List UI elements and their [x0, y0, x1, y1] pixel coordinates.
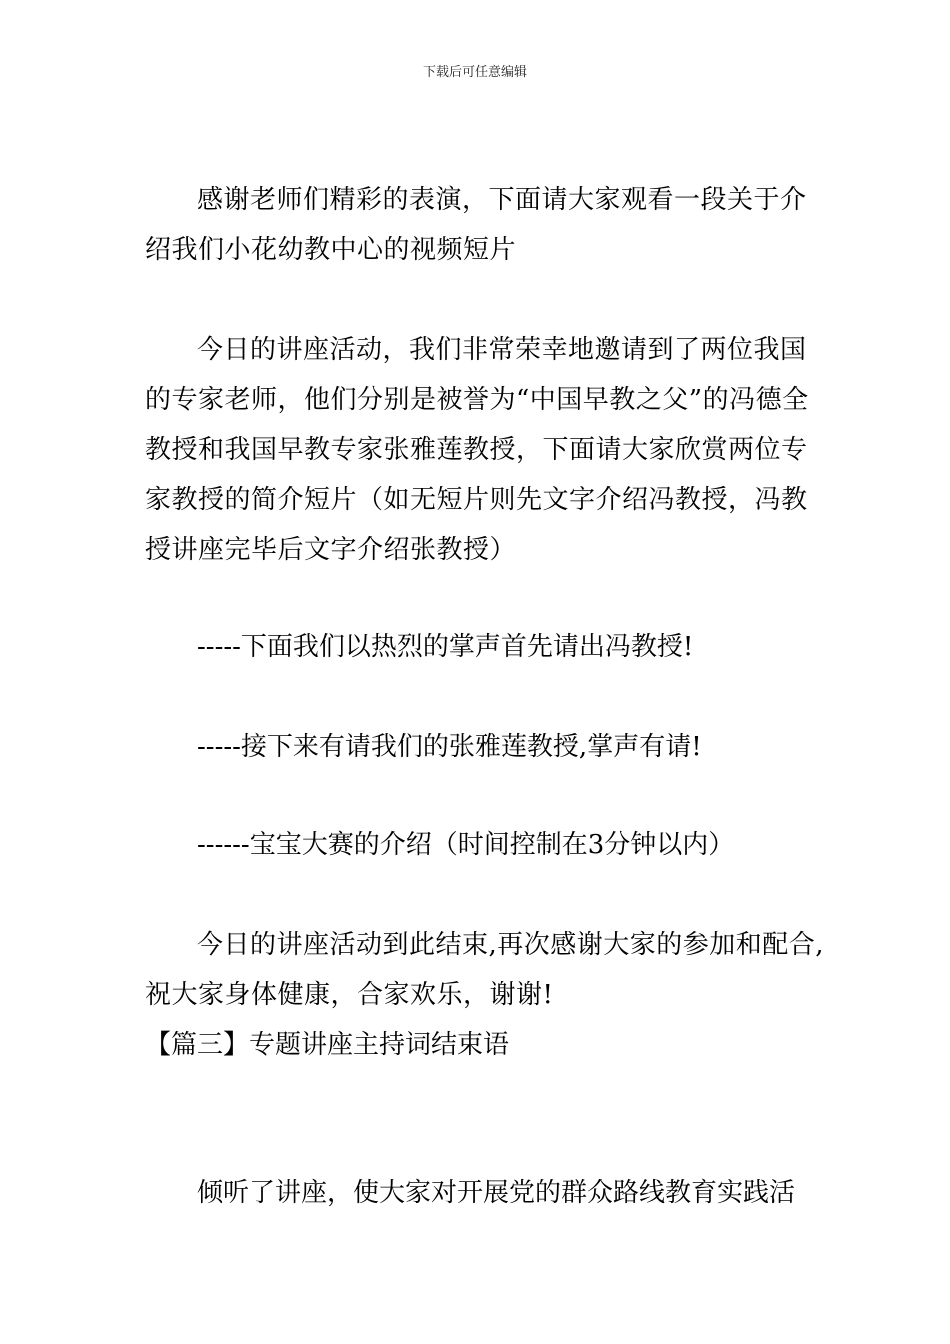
paragraph-video-intro: 感谢老师们精彩的表演，下面请大家观看一段关于介绍我们小花幼教中心的视频短片	[145, 185, 807, 265]
section-title-part-three: 【篇三】专题讲座主持词结束语	[145, 1030, 510, 1060]
page-header: 下载后可任意编辑	[422, 65, 527, 80]
line-invite-feng: -----下面我们以热烈的掌声首先请出冯教授!	[197, 632, 694, 662]
paragraph-experts-intro: 今日的讲座活动，我们非常荣幸地邀请到了两位我国的专家老师，他们分别是被誉为“中国早教之父”的冯德全教授和我国早教专家张雅莲教授，下面请大家欣赏两位专家教授的简介短片（如无短片则先文字介绍冯教授，冯教授讲座完毕后文字介绍张教授）	[145, 335, 809, 565]
line-baby-contest: ------宝宝大赛的介绍（时间控制在3分钟以内）	[197, 830, 735, 860]
paragraph-lecture-feedback: 倾听了讲座，使大家对开展党的群众路线教育实践活	[197, 1178, 796, 1208]
paragraph-closing: 今日的讲座活动到此结束,再次感谢大家的参加和配合,祝大家身体健康，合家欢乐，谢谢!	[145, 930, 825, 1010]
line-invite-zhang: -----接下来有请我们的张雅莲教授,掌声有请!	[197, 732, 702, 762]
